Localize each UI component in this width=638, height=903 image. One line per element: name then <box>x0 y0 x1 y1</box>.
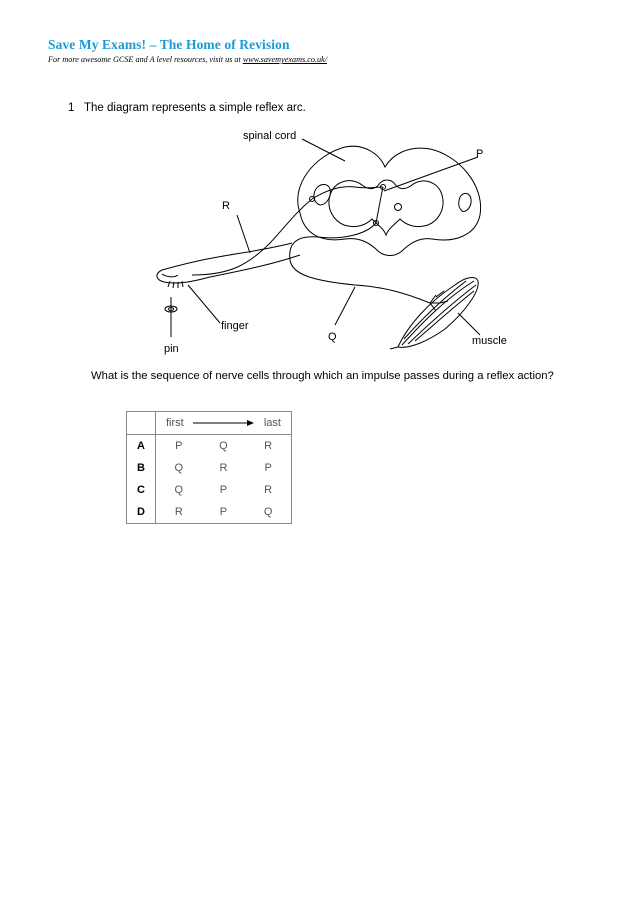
option-label: B <box>127 457 156 479</box>
site-subtitle <box>48 55 327 64</box>
table-row[interactable] <box>127 479 292 501</box>
site-title: Save My Exams! – The Home of Revision <box>48 37 290 52</box>
grey-matter <box>329 180 443 235</box>
label-q: Q <box>328 331 337 343</box>
subtitle-text: For more awesome GCSE and A level resources, visit us at <box>48 55 243 64</box>
table-cell: R <box>174 506 183 518</box>
table-cell: R <box>264 440 273 452</box>
label-spinal-cord: spinal cord <box>243 130 297 142</box>
table-cell: Q <box>219 440 228 452</box>
ganglion-left <box>314 185 330 206</box>
option-label: C <box>127 479 156 501</box>
site-link[interactable]: www.savemyexams.co.uk/ <box>242 55 328 64</box>
option-label: D <box>127 501 156 524</box>
option-label: A <box>127 435 156 458</box>
table-row[interactable] <box>127 457 292 479</box>
reflex-arc-drawing <box>140 125 520 360</box>
label-pin: pin <box>164 343 179 355</box>
right-arrow-icon <box>193 419 255 427</box>
table-cell: R <box>264 484 273 496</box>
table-cell: Q <box>174 484 184 496</box>
question-intro: The diagram represents a simple reflex arc. <box>84 102 306 114</box>
table-row[interactable] <box>127 501 292 524</box>
spinal-cord-outline <box>298 146 484 255</box>
header-last: last <box>263 417 281 429</box>
sequence-header <box>156 412 292 435</box>
table-header-row <box>127 412 292 435</box>
question-prompt: What is the sequence of nerve cells through which an impulse passes during a reflex action? <box>91 370 554 382</box>
motor-neurone <box>290 223 430 303</box>
label-p: P <box>476 148 484 160</box>
relay-neurone <box>376 187 383 223</box>
table-cell: P <box>175 440 183 452</box>
table-cell: P <box>219 484 228 496</box>
label-muscle: muscle <box>472 335 507 347</box>
finger <box>157 243 300 283</box>
sensory-neurone <box>192 199 312 275</box>
table-cell: Q <box>263 506 273 518</box>
question-number: 1 <box>68 102 75 114</box>
reflex-arc-diagram <box>140 125 520 360</box>
label-finger: finger <box>221 320 249 332</box>
answer-table <box>126 411 292 524</box>
table-cell: R <box>219 462 228 474</box>
label-r: R <box>222 200 230 212</box>
table-cell: P <box>219 506 228 518</box>
table-cell: P <box>264 462 272 474</box>
table-cell: Q <box>174 462 184 474</box>
table-row[interactable] <box>127 435 292 458</box>
header-first: first <box>166 417 184 429</box>
